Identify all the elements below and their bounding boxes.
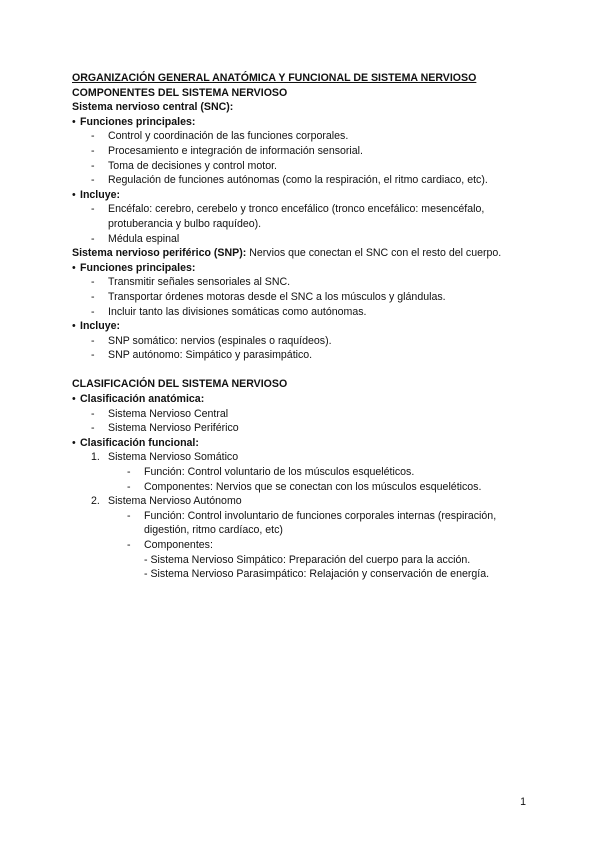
list-item: - Procesamiento e integración de información sensorial.: [91, 144, 363, 157]
numbered-item-autonomic: 2. Sistema Nervioso Autónomo: [91, 495, 242, 508]
list-item: - Sistema Nervioso Central: [91, 407, 229, 420]
list-item: - Función: Control involuntario de funciones corporales internas (respiración, digestión, ritmo cardíaco, etc): [127, 509, 497, 537]
list-item: - Toma de decisiones y control motor.: [91, 159, 277, 172]
autonomic-component-parasympathetic: - Sistema Nervioso Parasimpático: Relajación y conservación de energía.: [144, 568, 490, 581]
snc-heading: Sistema nervioso central (SNC):: [72, 101, 234, 114]
list-item: - Componentes: Nervios que se conectan con los músculos esqueléticos.: [127, 480, 482, 493]
document-title: ORGANIZACIÓN GENERAL ANATÓMICA Y FUNCIONAL DE SISTEMA NERVIOSO: [72, 72, 477, 84]
snc-functions-label: • Funciones principales:: [72, 115, 196, 128]
list-item: - Regulación de funciones autónomas (como la respiración, el ritmo cardiaco, etc).: [91, 174, 488, 187]
classification-heading: CLASIFICACIÓN DEL SISTEMA NERVIOSO: [72, 378, 288, 391]
list-item: - Sistema Nervioso Periférico: [91, 422, 239, 435]
section-spacer: [72, 363, 532, 378]
numbered-item-somatic: 1. Sistema Nervioso Somático: [91, 451, 239, 464]
list-item: - Encéfalo: cerebro, cerebelo y tronco encefálico (tronco encefálico: mesencéfalo, protuberancia y bulbo raquídeo).: [91, 203, 485, 230]
functional-label: • Clasificación funcional:: [72, 436, 199, 449]
snp-functions-label: • Funciones principales:: [72, 261, 196, 274]
snp-heading: Sistema nervioso periférico (SNP):: [72, 247, 247, 260]
snp-heading-line: [72, 246, 532, 261]
snc-includes-label: • Incluye:: [72, 188, 121, 201]
list-item: - Control y coordinación de las funciones corporales.: [91, 130, 349, 143]
document-page: [72, 71, 532, 582]
list-item: - SNP somático: nervios (espinales o raquídeos).: [91, 334, 332, 347]
list-item: - Transmitir señales sensoriales al SNC.: [91, 276, 291, 289]
list-item: - Incluir tanto las divisiones somáticas como autónomas.: [91, 305, 367, 318]
page-number: 1: [520, 796, 526, 808]
list-item: - Componentes:: [127, 539, 213, 551]
list-item: - Médula espinal: [91, 232, 180, 245]
snp-includes-label: • Incluye:: [72, 320, 121, 333]
list-item: - Función: Control voluntario de los músculos esqueléticos.: [127, 466, 415, 479]
anatomical-label: • Clasificación anatómica:: [72, 393, 205, 406]
autonomic-component-sympathetic: - Sistema Nervioso Simpático: Preparación del cuerpo para la acción.: [144, 553, 471, 566]
list-item: - SNP autónomo: Simpático y parasimpático.: [91, 349, 313, 362]
list-item: - Transportar órdenes motoras desde el SNC a los músculos y glándulas.: [91, 290, 446, 303]
components-heading: COMPONENTES DEL SISTEMA NERVIOSO: [72, 86, 288, 99]
snp-heading-rest: Nervios que conectan el SNC con el resto del cuerpo.: [249, 247, 502, 260]
